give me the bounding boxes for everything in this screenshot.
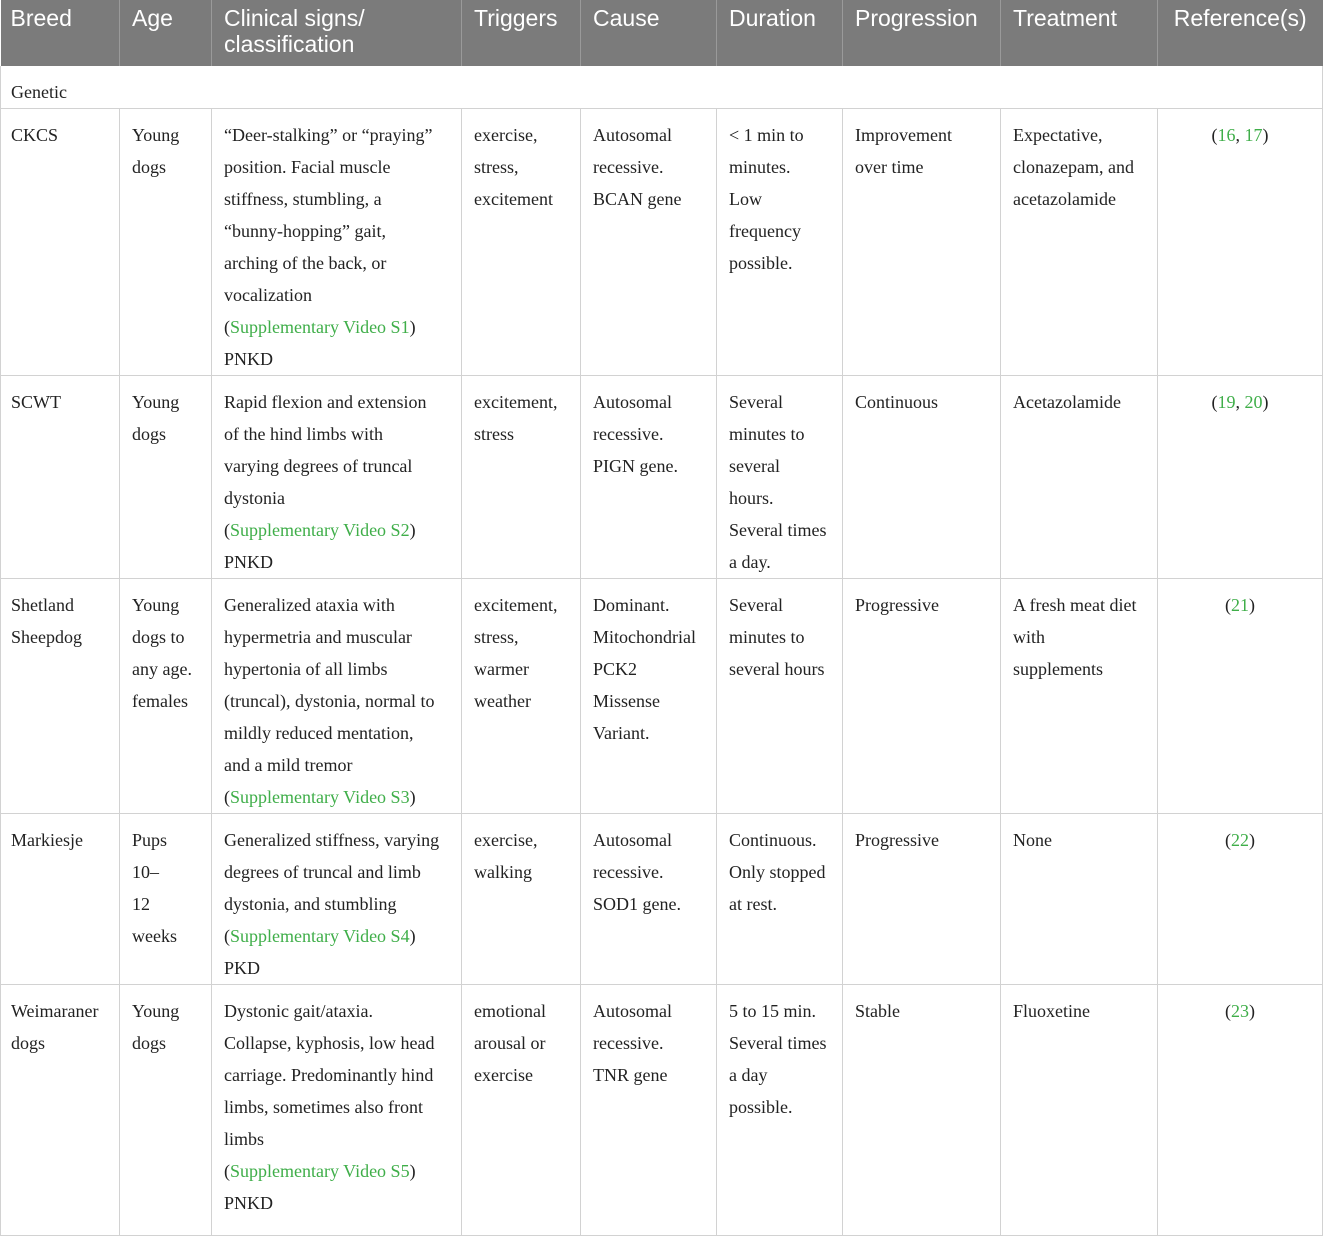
header-triggers: Triggers — [462, 0, 581, 66]
treatment-line: supplements — [1013, 659, 1103, 679]
header-age: Age — [120, 0, 212, 66]
progression-line: Progressive — [855, 830, 939, 850]
video-reference: (Supplementary Video S2) — [224, 520, 416, 540]
classification-label: PNKD — [224, 1193, 274, 1213]
reference-link[interactable]: 22 — [1231, 830, 1249, 850]
reference-link[interactable]: 17 — [1244, 125, 1263, 145]
supplementary-video-link[interactable]: Supplementary Video S3 — [230, 787, 410, 807]
reference-link[interactable]: 16 — [1217, 125, 1236, 145]
triggers-line: exercise, — [474, 830, 538, 850]
duration-line: Several times — [729, 1033, 827, 1053]
duration-line: minutes. — [729, 157, 791, 177]
cause-cell — [581, 579, 717, 814]
progression-cell — [843, 376, 1001, 579]
triggers-cell — [462, 814, 581, 985]
clinical-signs-line: Generalized ataxia with — [224, 595, 395, 615]
triggers-line: excitement, — [474, 595, 558, 615]
triggers-line: warmer — [474, 659, 529, 679]
table-row — [1, 985, 1323, 1236]
header-breed: Breed — [1, 0, 120, 66]
breed-line: dogs — [11, 1033, 46, 1053]
supplementary-video-link[interactable]: Supplementary Video S2 — [230, 520, 410, 540]
clinical-signs-line: varying degrees of truncal — [224, 456, 413, 476]
section-label: Genetic — [1, 66, 1323, 109]
duration-line: Low — [729, 189, 762, 209]
breed-cell — [1, 985, 120, 1236]
clinical-signs-line: “bunny-hopping” gait, — [224, 221, 386, 241]
breed-line: Shetland — [11, 595, 74, 615]
triggers-line: excitement — [474, 189, 553, 209]
treatment-cell — [1001, 376, 1158, 579]
references-cell: (21) — [1158, 579, 1323, 814]
progression-line: Continuous — [855, 392, 939, 412]
progression-line: Improvement — [855, 125, 952, 145]
clinical-signs-line: Collapse, kyphosis, low head — [224, 1033, 435, 1053]
triggers-cell — [462, 985, 581, 1236]
section-row — [1, 66, 1323, 109]
duration-line: possible. — [729, 253, 793, 273]
duration-line: Continuous. — [729, 830, 817, 850]
duration-line: Several times — [729, 520, 827, 540]
supplementary-video-link[interactable]: Supplementary Video S1 — [230, 317, 410, 337]
duration-cell — [717, 579, 843, 814]
classification-label: PNKD — [224, 552, 274, 572]
clinical-signs-cell — [212, 376, 462, 579]
age-line: females — [132, 691, 188, 711]
age-line: Young — [132, 392, 180, 412]
duration-line: at rest. — [729, 894, 777, 914]
cause-cell — [581, 376, 717, 579]
cause-line: Autosomal — [593, 392, 672, 412]
duration-line: several hours — [729, 659, 825, 679]
duration-line: Only stopped — [729, 862, 826, 882]
table-header-row — [1, 0, 1323, 66]
cause-line: recessive. — [593, 1033, 664, 1053]
breed-cell — [1, 376, 120, 579]
age-line: dogs to — [132, 627, 185, 647]
triggers-line: walking — [474, 862, 532, 882]
age-line: 10– — [132, 862, 159, 882]
table-body — [1, 66, 1323, 1236]
header-duration: Duration — [717, 0, 843, 66]
triggers-line: stress, — [474, 157, 519, 177]
cause-line: PCK2 — [593, 659, 638, 679]
duration-line: a day. — [729, 552, 771, 572]
triggers-line: stress, — [474, 627, 519, 647]
cause-cell — [581, 985, 717, 1236]
triggers-line: weather — [474, 691, 531, 711]
clinical-signs-line: “Deer-stalking” or “praying” — [224, 125, 433, 145]
cause-line: TNR gene — [593, 1065, 668, 1085]
clinical-signs-line: dystonia — [224, 488, 285, 508]
reference-link[interactable]: 23 — [1231, 1001, 1249, 1021]
triggers-line: exercise — [474, 1065, 533, 1085]
treatment-line: Fluoxetine — [1013, 1001, 1090, 1021]
header-treatment: Treatment — [1001, 0, 1158, 66]
clinical-signs-line: of the hind limbs with — [224, 424, 383, 444]
triggers-line: emotional — [474, 1001, 546, 1021]
treatment-line: with — [1013, 627, 1046, 647]
clinical-signs-line: carriage. Predominantly hind — [224, 1065, 434, 1085]
triggers-line: excitement, — [474, 392, 558, 412]
clinical-signs-line: limbs — [224, 1129, 265, 1149]
age-cell — [120, 376, 212, 579]
cause-line: recessive. — [593, 424, 664, 444]
progression-cell — [843, 579, 1001, 814]
references-cell: (19, 20) — [1158, 376, 1323, 579]
table-row — [1, 109, 1323, 376]
clinical-signs-line: stiffness, stumbling, a — [224, 189, 382, 209]
duration-line: frequency — [729, 221, 801, 241]
classification-label: PKD — [224, 958, 261, 978]
header-clinical-signs-line-1: Clinical signs/ — [224, 5, 365, 31]
progression-line: Progressive — [855, 595, 939, 615]
clinical-signs-line: Dystonic gait/ataxia. — [224, 1001, 373, 1021]
progression-cell — [843, 109, 1001, 376]
video-reference: (Supplementary Video S4) — [224, 926, 416, 946]
clinical-signs-line: (truncal), dystonia, normal to — [224, 691, 435, 711]
cause-line: Missense — [593, 691, 660, 711]
cause-cell — [581, 814, 717, 985]
breed-line: SCWT — [11, 392, 62, 412]
references-cell: (23) — [1158, 985, 1323, 1236]
cause-cell — [581, 109, 717, 376]
duration-line: Several — [729, 392, 783, 412]
treatment-line: acetazolamide — [1013, 189, 1116, 209]
age-line: Young — [132, 595, 180, 615]
age-line: Young — [132, 1001, 180, 1021]
cause-line: recessive. — [593, 862, 664, 882]
treatment-cell — [1001, 814, 1158, 985]
treatment-line: Acetazolamide — [1013, 392, 1121, 412]
treatment-line: A fresh meat diet — [1013, 595, 1137, 615]
supplementary-video-link[interactable]: Supplementary Video S4 — [230, 926, 410, 946]
breed-line: CKCS — [11, 125, 59, 145]
age-line: Young — [132, 125, 180, 145]
breed-line: Markiesje — [11, 830, 83, 850]
clinical-signs-line: arching of the back, or — [224, 253, 387, 273]
duration-line: Several — [729, 595, 783, 615]
cause-line: Autosomal — [593, 125, 672, 145]
cause-line: Autosomal — [593, 1001, 672, 1021]
supplementary-video-link[interactable]: Supplementary Video S5 — [230, 1161, 410, 1181]
cause-line: PIGN gene. — [593, 456, 678, 476]
progression-line: over time — [855, 157, 924, 177]
table-row — [1, 376, 1323, 579]
treatment-cell — [1001, 109, 1158, 376]
header-clinical-signs-line-2: classification — [224, 31, 355, 57]
treatment-cell — [1001, 985, 1158, 1236]
video-reference: (Supplementary Video S5) — [224, 1161, 416, 1181]
clinical-signs-line: dystonia, and stumbling — [224, 894, 397, 914]
breed-cell — [1, 579, 120, 814]
breed-line: Weimaraner — [11, 1001, 99, 1021]
cause-line: Dominant. — [593, 595, 670, 615]
age-cell — [120, 579, 212, 814]
age-line: dogs — [132, 424, 167, 444]
clinical-signs-line: Rapid flexion and extension — [224, 392, 427, 412]
clinical-signs-line: Generalized stiffness, varying — [224, 830, 440, 850]
header-references: Reference(s) — [1158, 0, 1323, 66]
classification-label: PNKD — [224, 349, 274, 369]
age-line: dogs — [132, 1033, 167, 1053]
treatment-cell — [1001, 579, 1158, 814]
clinical-signs-cell — [212, 109, 462, 376]
duration-line: several — [729, 456, 780, 476]
clinical-signs-line: hypermetria and muscular — [224, 627, 412, 647]
duration-line: minutes to — [729, 627, 805, 647]
clinical-signs-cell — [212, 985, 462, 1236]
clinical-signs-line: mildly reduced mentation, — [224, 723, 414, 743]
triggers-line: arousal or — [474, 1033, 546, 1053]
triggers-cell — [462, 376, 581, 579]
age-line: dogs — [132, 157, 167, 177]
header-progression: Progression — [843, 0, 1001, 66]
duration-line: a day — [729, 1065, 768, 1085]
duration-cell — [717, 814, 843, 985]
clinical-signs-line: vocalization — [224, 285, 312, 305]
table-row — [1, 579, 1323, 814]
age-line: any age. — [132, 659, 192, 679]
clinical-signs-cell — [212, 814, 462, 985]
duration-line: < 1 min to — [729, 125, 804, 145]
duration-line: minutes to — [729, 424, 805, 444]
video-reference: (Supplementary Video S1) — [224, 317, 416, 337]
progression-cell — [843, 814, 1001, 985]
clinical-signs-line: limbs, sometimes also front — [224, 1097, 423, 1117]
header-clinical-signs — [212, 0, 462, 66]
reference-link[interactable]: 19 — [1217, 392, 1236, 412]
video-reference: (Supplementary Video S3) — [224, 787, 416, 807]
header-cause: Cause — [581, 0, 717, 66]
breed-cell — [1, 109, 120, 376]
clinical-signs-line: degrees of truncal and limb — [224, 862, 421, 882]
treatment-line: Expectative, — [1013, 125, 1103, 145]
duration-line: possible. — [729, 1097, 793, 1117]
age-line: 12 weeks — [132, 894, 177, 946]
treatment-line: clonazepam, and — [1013, 157, 1134, 177]
treatment-line: None — [1013, 830, 1052, 850]
cause-line: BCAN gene — [593, 189, 682, 209]
duration-cell — [717, 985, 843, 1236]
triggers-line: exercise, — [474, 125, 538, 145]
reference-link[interactable]: 20 — [1244, 392, 1263, 412]
clinical-signs-cell — [212, 579, 462, 814]
references-cell: (16, 17) — [1158, 109, 1323, 376]
duration-cell — [717, 109, 843, 376]
age-cell — [120, 985, 212, 1236]
age-cell — [120, 814, 212, 985]
progression-cell — [843, 985, 1001, 1236]
age-line: Pups — [132, 830, 168, 850]
reference-link[interactable]: 21 — [1231, 595, 1249, 615]
progression-line: Stable — [855, 1001, 900, 1021]
duration-cell — [717, 376, 843, 579]
cause-line: recessive. — [593, 157, 664, 177]
duration-line: 5 to 15 min. — [729, 1001, 817, 1021]
cause-line: Variant. — [593, 723, 650, 743]
breed-cell — [1, 814, 120, 985]
breed-line: Sheepdog — [11, 627, 82, 647]
triggers-line: stress — [474, 424, 514, 444]
references-cell: (22) — [1158, 814, 1323, 985]
triggers-cell — [462, 109, 581, 376]
duration-line: hours. — [729, 488, 774, 508]
cause-line: Autosomal — [593, 830, 672, 850]
age-cell — [120, 109, 212, 376]
clinical-signs-line: and a mild tremor — [224, 755, 353, 775]
cause-line: SOD1 gene. — [593, 894, 681, 914]
cause-line: Mitochondrial — [593, 627, 696, 647]
table-row — [1, 814, 1323, 985]
clinical-signs-line: hypertonia of all limbs — [224, 659, 388, 679]
triggers-cell — [462, 579, 581, 814]
clinical-signs-line: position. Facial muscle — [224, 157, 391, 177]
